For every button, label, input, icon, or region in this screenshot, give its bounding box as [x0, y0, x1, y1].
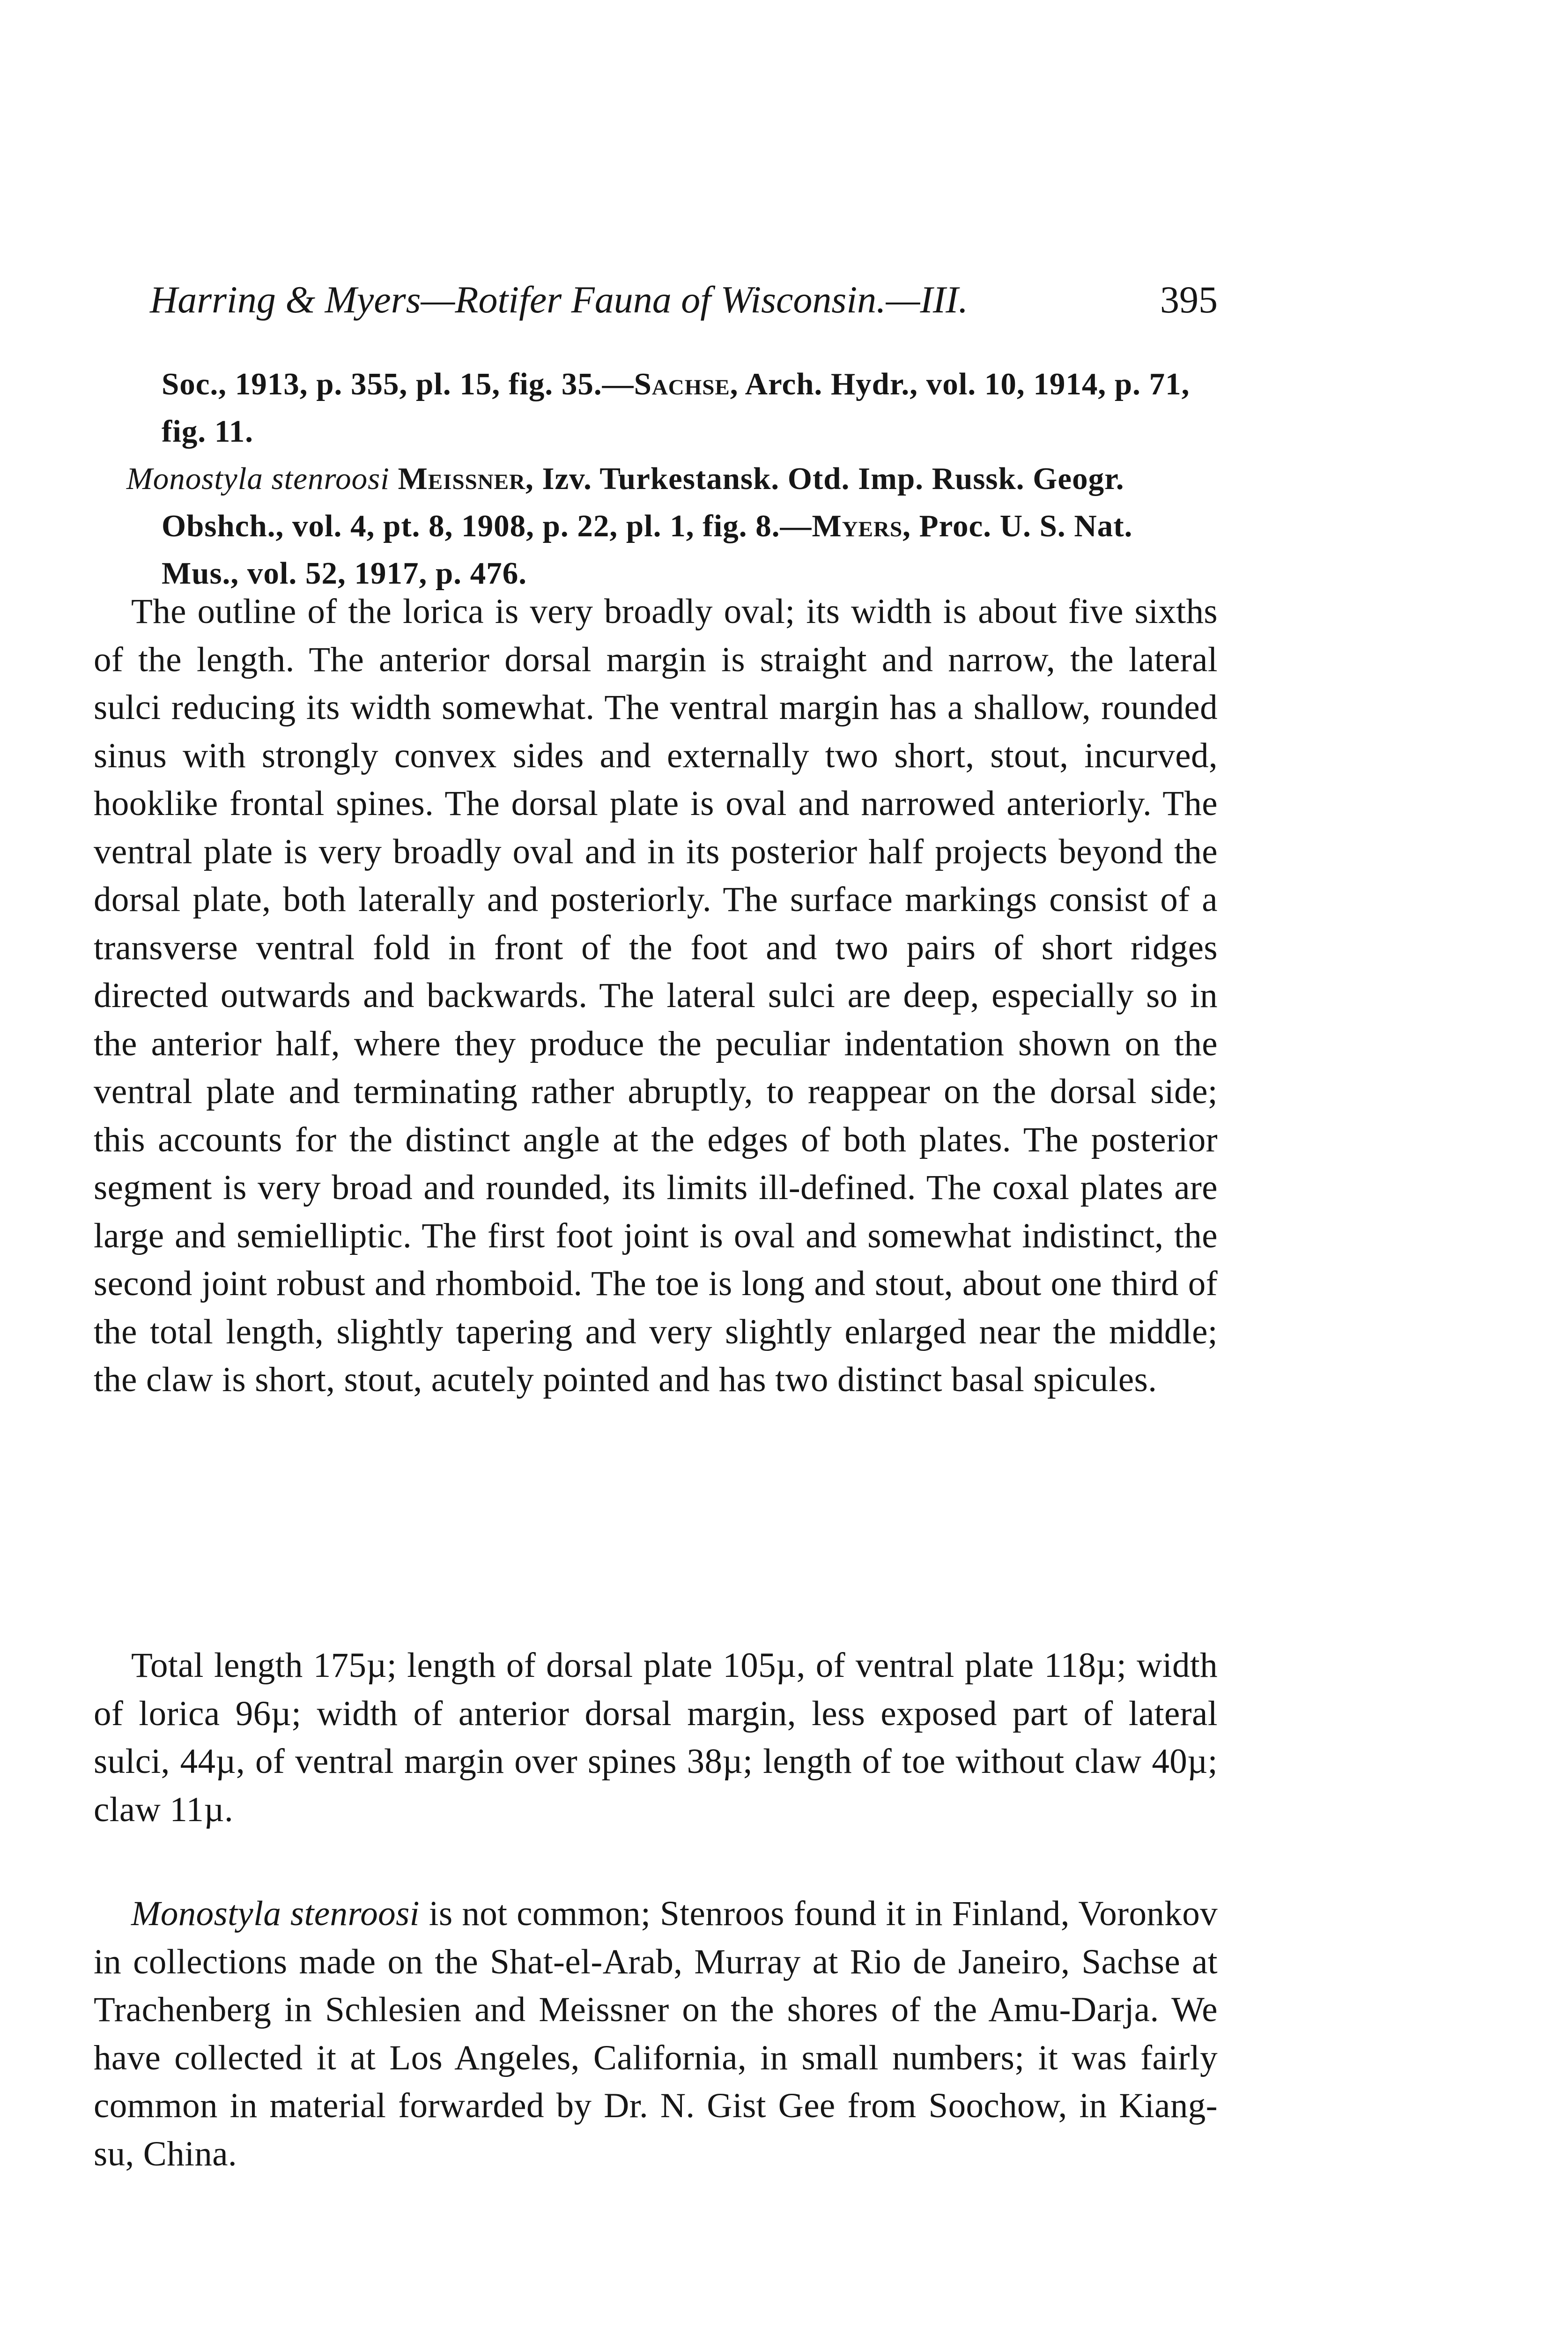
reference-entry: Soc., 1913, p. 355, pl. 15, fig. 35.—Sachse, Arch. Hydr., vol. 10, 1914, p. 71, fig. 11. — [162, 367, 1190, 449]
reference-entry: Monostyla stenroosi Meissner, Izv. Turkestansk. Otd. Imp. Russk. Geogr. Obshch., vol. 4, pt. 8, 1908, p. 22, pl. 1, fig. 8.—Myers, Proc. U. S. Nat. Mus., vol. 52, 1917, p. 476. — [126, 461, 1133, 591]
species-name: Monostyla stenroosi — [126, 461, 390, 496]
species-name: Monostyla stenroosi — [131, 1894, 420, 1933]
author-name: Sachse — [634, 367, 730, 401]
measurements-paragraph: Total length 175µ; length of dorsal plate 105µ, of ventral plate 118µ; width of lorica 96µ; width of anterior dorsal margin, less exposed part of lateral sulci, 44µ, of ventral margin over spines 38µ; length of toe without claw 40µ; claw 11µ. — [94, 1646, 1218, 1829]
page-number: 395 — [1160, 278, 1218, 321]
author-name: Meissner — [398, 461, 525, 496]
author-name: Myers — [812, 509, 903, 543]
running-header — [150, 272, 1218, 328]
description-paragraph: The outline of the lorica is very broadly oval; its width is about five sixths of the length. The anterior dorsal margin is straight and narrow, the lateral sulci reducing its width somewhat. The ventral margin has a shallow, rounded sinus with strongly convex sides and externally two short, stout, incurved, hooklike frontal spines. The dorsal plate is oval and narrowed anteriorly. The ventral plate is very broadly oval and in its posterior half projects beyond the dorsal plate, both laterally and posteriorly. The surface markings consist of a transverse ventral fold in front of the foot and two pairs of short ridges directed outwards and backwards. The lateral sulci are deep, especially so in the anterior half, where they produce the peculiar indentation shown on the ventral plate and terminating rather abruptly, to reappear on the dorsal side; this accounts for the distinct angle at the edges of both plates. The posterior segment is very broad and rounded, its limits ill-defined. The coxal plates are large and semielliptic. The first foot joint is oval and somewhat indistinct, the second joint robust and rhomboid. The toe is long and stout, about one third of the total length, slightly tapering and very slightly enlarged near the middle; the claw is short, stout, acutely pointed and has two distinct basal spicules. — [94, 592, 1218, 1399]
synonymy-references — [126, 361, 1218, 597]
distribution-paragraph: Monostyla stenroosi is not common; Stenroos found it in Finland, Voronkov in collections made on the Shat-el-Arab, Murray at Rio de Janeiro, Sachse at Trachenberg in Schlesien and Meissner on the shores of the Amu-Darja. We have collected it at Los Angeles, California, in small numbers; it was fairly common in material forwarded by Dr. N. Gist Gee from Soochow, in Kiang-su, China. — [94, 1894, 1218, 2173]
running-title: Harring & Myers—Rotifer Fauna of Wisconsin.—III. — [150, 278, 968, 321]
